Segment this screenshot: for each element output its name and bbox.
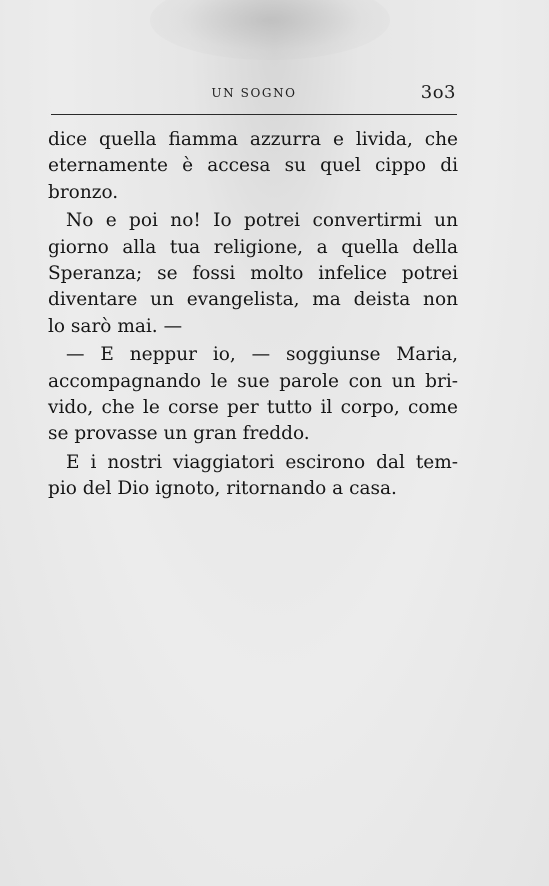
text-line: No e poi no! Io potrei convertirmi un [66,210,458,232]
text-line: E i nostri viaggiatori escirono dal tem- [66,451,458,473]
text-line: Speranza; se fossi molto infelice potrei [48,263,458,285]
paragraph [48,127,458,206]
text-line: pio del Dio ignoto, ritornando a casa. [48,478,397,500]
paragraph [48,450,458,503]
text-line: — E neppur io, — soggiunse Maria, [66,344,458,366]
text-line: lo sarò mai. — [48,315,183,337]
text-line: giorno alla tua religione, a quella della [48,236,458,258]
text-line: diventare un evangelista, ma deista non [48,289,458,311]
text-line: dice quella fiamma azzurra e livida, che [48,129,458,150]
running-title: UN SOGNO [211,86,297,100]
header-rule [51,114,457,115]
text-line: accompagnando le sue parole con un bri- [48,370,458,392]
page-number: 3o3 [420,82,456,103]
page-stain [150,0,390,60]
text-line: eternamente è accesa su quel cippo di [48,155,458,177]
paragraph [48,208,458,340]
running-head [50,82,458,106]
paragraph [48,342,458,448]
text-line: bronzo. [48,181,119,203]
text-line: se provasse un gran freddo. [48,423,310,445]
body-text [48,127,458,505]
text-line: vido, che le corse per tutto il corpo, come [48,397,458,419]
